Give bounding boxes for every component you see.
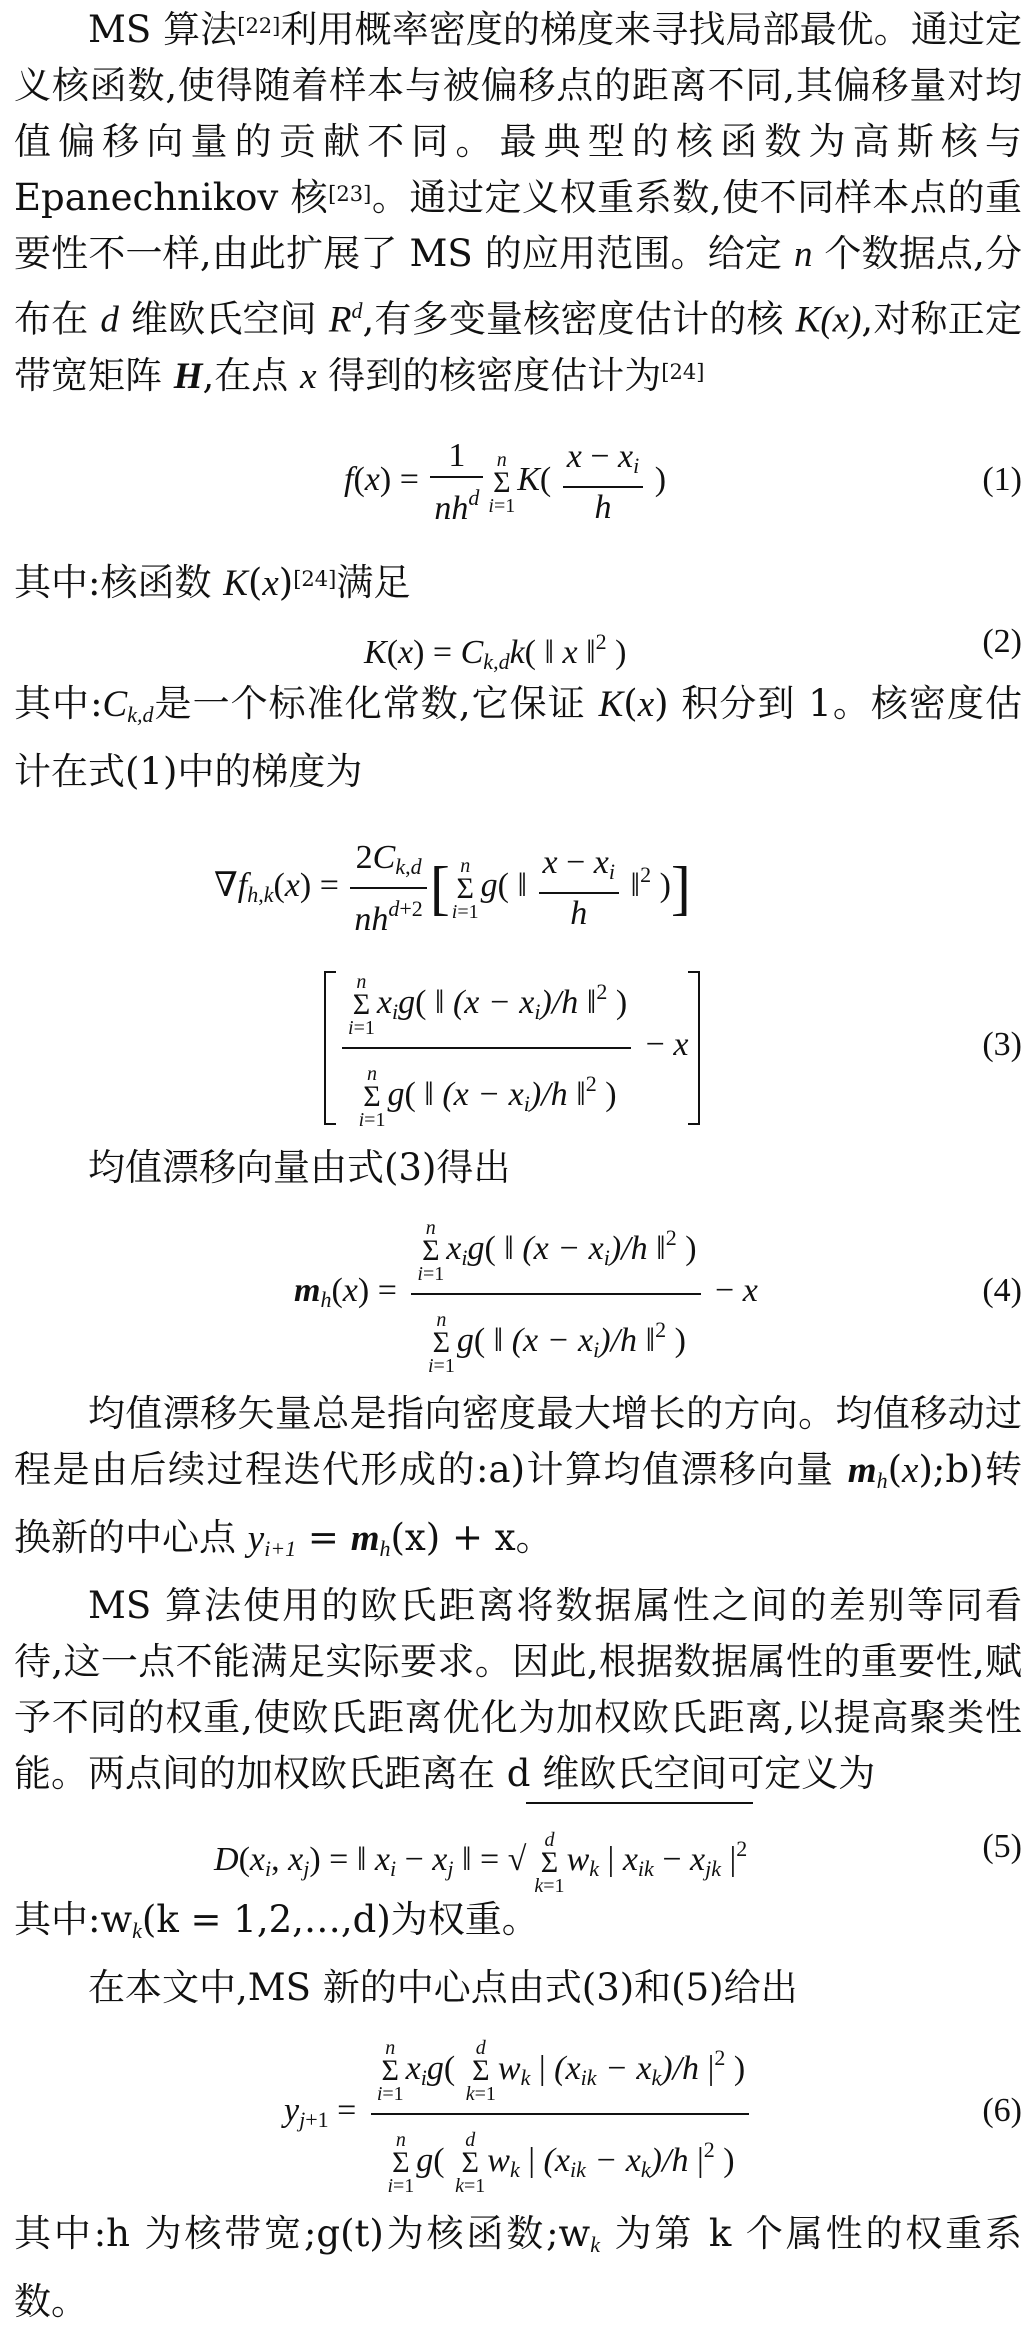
equation-5: $D(x_i$, $x_j$) = ‖ $x_i - x_j$ ‖ = √d Σ $k=1w_k$ | $x_{ik} - x_{jk}$ $|^2$ (5) bbox=[14, 1802, 1022, 1892]
paragraph-7: 其中$:w_k(k$ = 1,2,…,d)为权重。 bbox=[14, 1898, 539, 1944]
paragraph-9: 其中:h 为核带宽;g(t)为核函数$;w_k$ 为第 k 个属性的权重系数。 bbox=[14, 2212, 1022, 2324]
paper-page bbox=[14, 0, 1022, 2330]
paragraph-6: MS 算法使用的欧氏距离将数据属性之间的差别等同看待,这一点不能满足实际要求。因此,根据数据属性的重要性,赋予不同的权重,使欧氏距离优化为加权欧氏距离,以提高聚类性能。两点间的加权欧氏距离在 d 维欧氏空间可定义为 bbox=[14, 1584, 1022, 1796]
citation-24b[interactable]: [24] bbox=[293, 567, 337, 592]
equation-number-5: (5) bbox=[982, 1828, 1022, 1866]
paragraph-2: 其中:核函数 K(x)[24]满足 bbox=[14, 561, 411, 605]
equation-3a: $\nabla f_{h,k}(x)$ = $\frac{2C_{k,d}}{nh^{d+2}}$ [ n Σ i=1g( ‖ $\frac{x - x_i}{h}$ ‖$^2$ )] bbox=[214, 838, 691, 938]
paragraph-1: MS 算法[22]利用概率密度的梯度来寻找局部最优。通过定义核函数,使得随着样本与被偏移点的距离不同,其偏移量对均值偏移向量的贡献不同。最典型的核函数为高斯核与 Epanechnikov 核[23]。通过定义权重系数,使不同样本点的重要性不一样,由此扩展了 MS 的应用范围。给定 n 个数据点,分布在 d 维欧氏空间 $R^d$,有多变量核密度估计的核 K(x),对称正定带宽矩阵 H,在点 x 得到的核密度估计为[24] bbox=[14, 8, 1023, 398]
equation-number-3: (3) bbox=[982, 1026, 1022, 1064]
equation-4: $m_h(x)$ = n Σ $i=1x_ig$( ‖ $(x - x_i)/h$ ‖$^2$ ) n Σ i=1g( ‖ $(x - x_i)/h$ ‖$^2$ ) − x (4) bbox=[14, 1196, 1022, 1386]
equation-1: f(x) = $\frac{1}{nh^d}$ n Σ i=1K( $\frac{x - x_i}{h}$ ) (1) bbox=[14, 405, 1022, 555]
equation-number-6: (6) bbox=[982, 2092, 1022, 2130]
paragraph-4: 均值漂移向量由式(3)得出 bbox=[88, 1146, 511, 1190]
paragraph-5: 均值漂移矢量总是指向密度最大增长的方向。均值移动过程是由后续过程迭代形成的:a)计算均值漂移向量 $m_h(x);b$)转换新的中心点 $y_{i+1} = m_h(x) + x$。 bbox=[14, 1392, 1022, 1562]
equation-number-1: (1) bbox=[982, 461, 1022, 499]
equation-2: $K(x) = C_{k,d}k$( ‖ x ‖$^2$ ) (2) bbox=[14, 612, 1022, 676]
citation-22[interactable]: [22] bbox=[237, 14, 281, 38]
equation-number-4: (4) bbox=[982, 1272, 1022, 1310]
paragraph-3: 其中$:C_{k,d}$是一个标准化常数,它保证 K(x) 积分到 1。核密度估计在式(1)中的梯度为 bbox=[14, 682, 1023, 794]
equation-number-2: (2) bbox=[982, 623, 1022, 661]
paragraph-8: 在本文中,MS 新的中心点由式(3)和(5)给出 bbox=[88, 1966, 798, 2010]
equation-3b: n Σ $i=1x_ig$( ‖ $(x - x_i)/h$ ‖$^2$ ) n Σ i=1g( ‖ $(x - x_i)/h$ ‖$^2$ ) − x (3) bbox=[14, 950, 1022, 1140]
citation-23[interactable]: [23] bbox=[328, 182, 372, 206]
equation-6: $y_{j+1}$ = n Σ $i=1x_ig$( d Σ $k=1w_k$ | $(x_{ik} - x_k)/h$ $|^2$ ) n Σ i=1g( d Σ $k=1w_k$ | $(x_{ik} - x_k)/h$ $|^2$ ) (6) bbox=[14, 2016, 1022, 2206]
citation-24[interactable]: [24] bbox=[661, 360, 705, 385]
